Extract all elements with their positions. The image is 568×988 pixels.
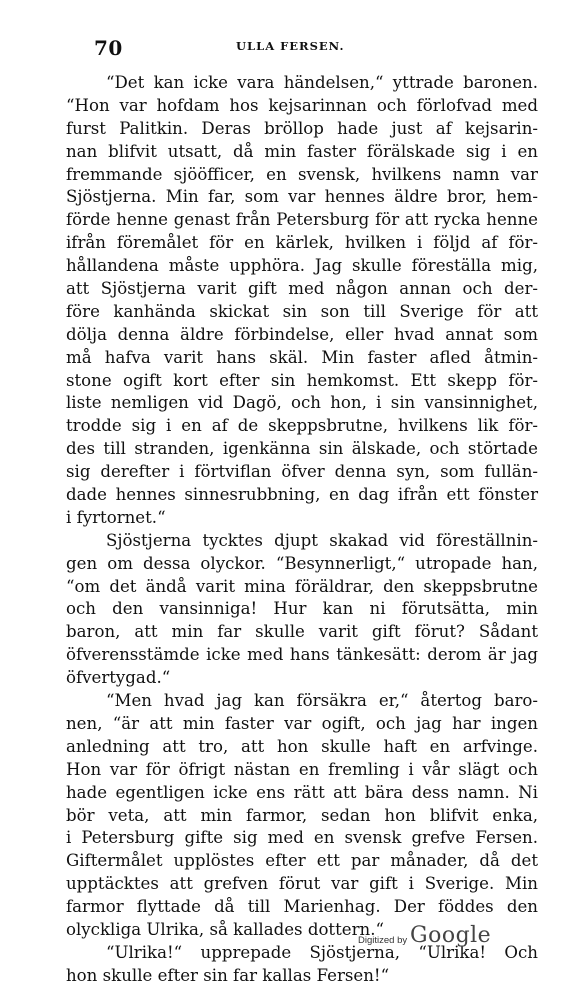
text-line: trodde sig i en af de skeppsbrutne, hvilkens lik för- bbox=[66, 416, 538, 436]
text-line: baron, att min far skulle varit gift förut? Sådant bbox=[66, 622, 538, 642]
page-number: 70 bbox=[94, 36, 123, 60]
text-line: ifrån föremålet för en kärlek, hvilken i följd af för- bbox=[66, 233, 538, 253]
page-header bbox=[66, 28, 536, 58]
text-line: furst Palitkin. Deras bröllop hade just af kejsarin- bbox=[66, 118, 538, 138]
text-line: nan blifvit utsatt, då min faster förälskade sig i en bbox=[66, 141, 538, 161]
text-line: olyckliga Ulrika, så kallades dottern.“ bbox=[66, 919, 384, 939]
digitized-by-watermark bbox=[358, 923, 508, 951]
text-line: öfvertygad.“ bbox=[66, 668, 171, 688]
text-line: i Petersburg gifte sig med en svensk grefve Fersen. bbox=[66, 828, 538, 848]
text-line: fremmande sjööfficer, en svensk, hvilkens namn var bbox=[66, 164, 538, 184]
text-line: stone ogift kort efter sin hemkomst. Ett skepp för- bbox=[66, 370, 538, 390]
text-line: gen om dessa olyckor. “Besynnerligt,“ utropade han, bbox=[66, 553, 538, 573]
running-title: ULLA FERSEN. bbox=[236, 39, 345, 53]
text-line: Sjöstjerna tycktes djupt skakad vid föreställnin- bbox=[106, 530, 538, 550]
text-line: sig derefter i förtviflan öfver denna syn, som fullän- bbox=[66, 462, 538, 482]
text-line: dölja denna äldre förbindelse, eller hvad annat som bbox=[66, 324, 538, 344]
text-line: i fyrtornet.“ bbox=[66, 507, 166, 527]
text-line: må hafva varit hans skäl. Min faster afled åtmin- bbox=[66, 347, 538, 367]
text-line: anledning att tro, att hon skulle haft en arfvinge. bbox=[66, 736, 538, 756]
text-line: nen, “är att min faster var ogift, och jag har ingen bbox=[66, 713, 538, 733]
text-line: “Det kan icke vara händelsen,“ yttrade baronen. bbox=[106, 73, 538, 92]
text-line: “Hon var hofdam hos kejsarinnan och förlofvad med bbox=[66, 95, 538, 115]
text-line: Sjöstjerna. Min far, som var hennes äldre bror, hem- bbox=[66, 187, 538, 207]
text-line: “Ulrika!“ upprepade Sjöstjerna, “Ulrika! Och bbox=[106, 942, 538, 962]
text-line: liste nemligen vid Dagö, och hon, i sin vansinnighet, bbox=[66, 393, 538, 413]
text-line: des till stranden, igenkänna sin älskade, och störtade bbox=[66, 439, 538, 459]
text-line: hade egentligen icke ens rätt att bära dess namn. Ni bbox=[66, 782, 538, 802]
text-line: “om det ändå varit mina föräldrar, den skeppsbrutne bbox=[66, 576, 538, 596]
text-line: upptäcktes att grefven förut var gift i Sverige. Min bbox=[66, 874, 538, 894]
text-line: hon skulle efter sin far kallas Fersen!“ bbox=[66, 965, 390, 985]
text-line: att Sjöstjerna varit gift med någon annan och der- bbox=[66, 279, 538, 299]
text-line: Giftermålet upplöstes efter ett par månader, då det bbox=[66, 851, 538, 871]
text-line: och den vansinniga! Hur kan ni förutsätta, min bbox=[66, 599, 538, 619]
body-text bbox=[66, 72, 538, 988]
text-line: “Men hvad jag kan försäkra er,“ återtog baro- bbox=[106, 691, 538, 711]
text-line: bör veta, att min farmor, sedan hon blifvit enka, bbox=[66, 805, 538, 825]
text-line: Hon var för öfrigt nästan en fremling i vår slägt och bbox=[66, 759, 538, 779]
digitized-by-label: Digitized by bbox=[358, 935, 408, 946]
text-line: hållandena måste upphöra. Jag skulle föreställa mig, bbox=[66, 256, 538, 276]
text-line: förde henne genast från Petersburg för att rycka henne bbox=[66, 210, 538, 230]
text-line: före kanhända skickat sin son till Sverige för att bbox=[66, 301, 538, 321]
text-line: öfverensstämde icke med hans tänkesätt: derom är jag bbox=[66, 645, 538, 665]
text-line: farmor flyttade då till Marienhag. Der föddes den bbox=[66, 897, 538, 917]
text-line: dade hennes sinnesrubbning, en dag ifrån ett fönster bbox=[66, 485, 538, 505]
google-logo: Google bbox=[410, 923, 492, 948]
